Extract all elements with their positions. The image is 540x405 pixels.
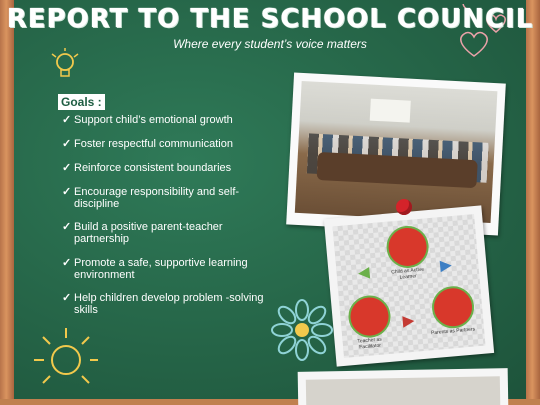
- role-label: Child as Active Learner: [391, 266, 425, 281]
- sun-icon: [28, 322, 98, 392]
- roles-diagram: [333, 214, 486, 358]
- check-icon: ✓: [62, 114, 72, 126]
- lightbulb-icon: [48, 48, 82, 82]
- goal-item: ✓ Support child’s emotional growth: [62, 114, 233, 126]
- goal-item: ✓ Promote a safe, supportive learning environment: [62, 257, 248, 281]
- wood-frame-right: [526, 0, 540, 405]
- bottom-photo: [298, 368, 509, 405]
- wood-frame-left: [0, 0, 14, 405]
- arrow-icon: ◀: [357, 263, 371, 281]
- role-label: Parents as Partners: [430, 326, 476, 337]
- check-icon: ✓: [62, 138, 72, 150]
- check-icon: ✓: [62, 162, 72, 174]
- parents-figure: [430, 284, 476, 330]
- check-icon: ✓: [62, 221, 72, 233]
- pushpin-icon: [396, 199, 412, 215]
- check-icon: ✓: [62, 257, 72, 269]
- check-icon: ✓: [62, 186, 72, 198]
- arrow-icon: ▶: [402, 311, 415, 329]
- goal-item: ✓ Reinforce consistent boundaries: [62, 162, 232, 174]
- roles-diagram-card: [324, 205, 494, 366]
- role-label: Teacher as Facilitator: [357, 336, 383, 351]
- goal-item: ✓ Encourage responsibility and self-discipline: [62, 186, 240, 210]
- meeting-photo-image: [295, 81, 498, 223]
- arrow-icon: ▶: [439, 256, 452, 274]
- page-subtitle: Where every student’s voice matters: [173, 37, 367, 51]
- goal-item: ✓ Build a positive parent-teacher partnership: [62, 221, 223, 245]
- teacher-figure: [347, 294, 393, 340]
- page-title: REPORT TO THE SCHOOL COUNCIL: [6, 4, 534, 34]
- flower-icon: [270, 298, 334, 368]
- check-icon: ✓: [62, 292, 72, 304]
- goal-item: ✓ Help children develop problem -solving skills: [62, 292, 264, 316]
- goals-heading: Goals :: [58, 94, 105, 110]
- goal-item: ✓ Foster respectful communication: [62, 138, 233, 150]
- child-figure: [385, 224, 431, 270]
